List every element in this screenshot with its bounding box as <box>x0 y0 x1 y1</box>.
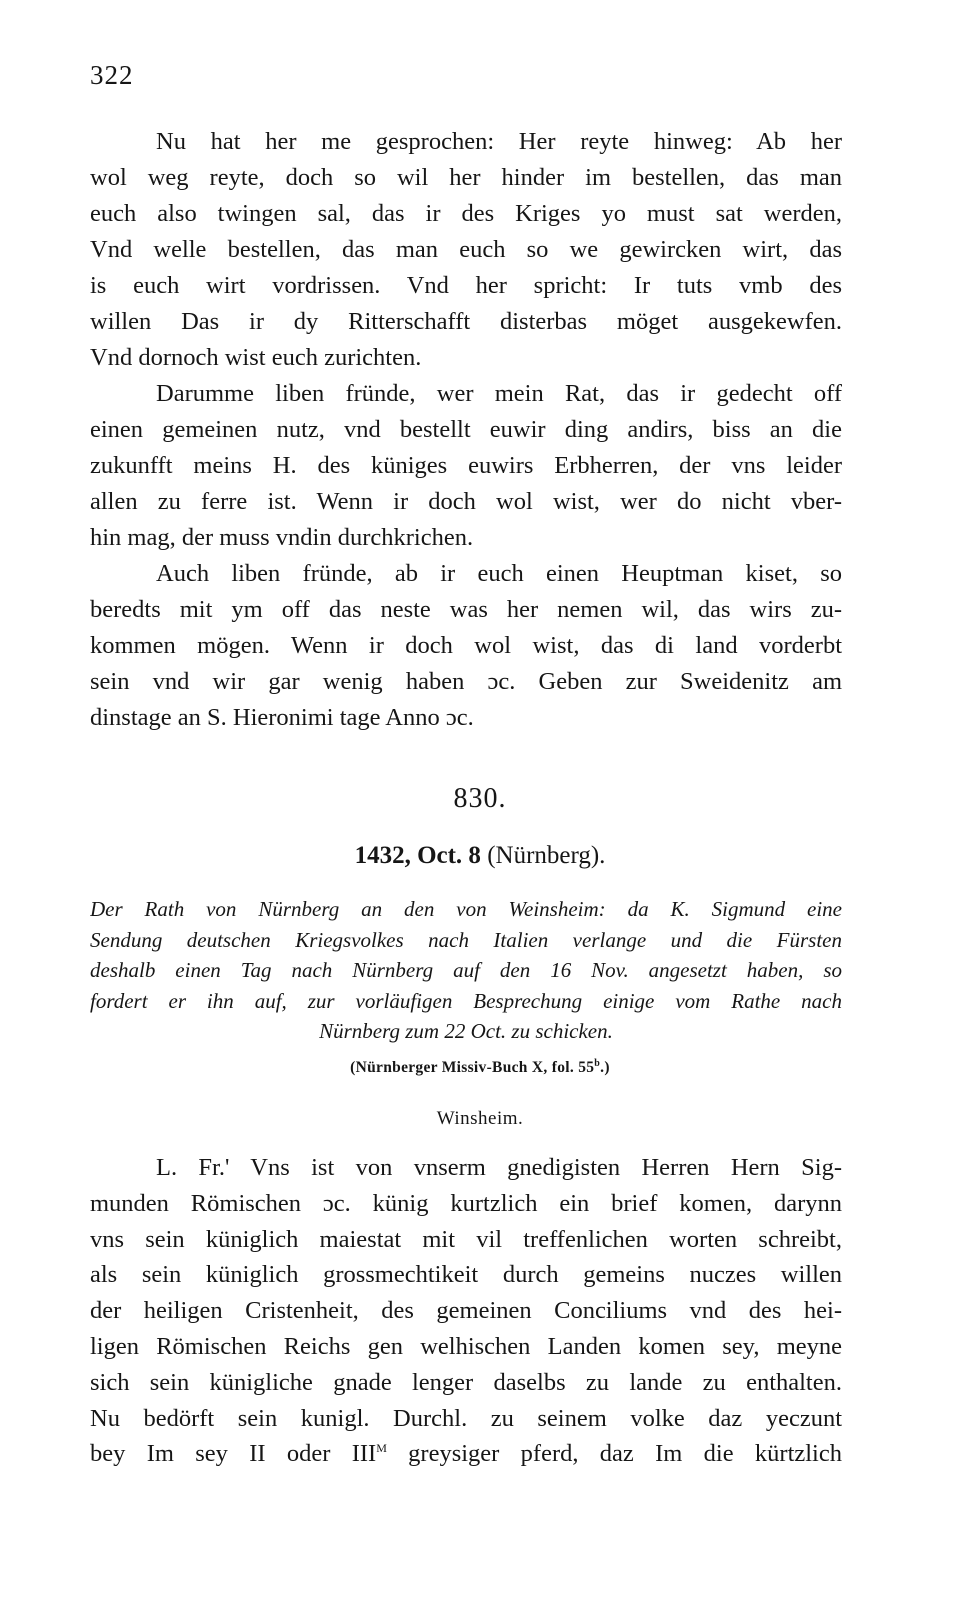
summary-line: Sendung deutschen Kriegsvolkes nach Italien verlange und die Fürsten <box>90 927 842 952</box>
text-line: zukunfft meins H. des küniges euwirs Erbherren, der vns leider <box>90 452 842 479</box>
line-end: greysiger pferd, daz Im die kürtzlich <box>386 1440 842 1468</box>
addressee: Winsheim. <box>436 1108 524 1129</box>
text-line: Vnd dornoch wist euch zurichten. <box>90 344 422 371</box>
text-line: L. Fr.' Vns ist von vnserm gnedigisten Herren Hern Sig- <box>156 1154 842 1181</box>
text-line: vns sein küniglich maiestat mit vil treffenlichen worten schreibt, <box>90 1225 842 1253</box>
document-date <box>0 842 960 870</box>
text-line: Auch liben fründe, ab ir euch einen Heuptman kiset, so <box>156 560 842 587</box>
document-summary <box>90 894 842 1047</box>
text-line: kommen mögen. Wenn ir doch wol wist, das di land vorderbt <box>90 632 842 659</box>
text-line: wol weg reyte, doch so wil her hinder im bestellen, das man <box>90 164 842 191</box>
text-line: is euch wirt vordrissen. Vnd her spricht: Ir tuts vmb des <box>90 272 842 299</box>
text-line: munden Römischen ɔc. künig kurtzlich ein brief komen, darynn <box>90 1189 842 1217</box>
text-line: allen zu ferre ist. Wenn ir doch wol wist, wer do nicht vber- <box>90 488 842 515</box>
continuation-text <box>90 124 842 736</box>
text-line: einen gemeinen nutz, vnd bestellt euwir ding andirs, biss an die <box>90 416 842 443</box>
text-line <box>90 1436 842 1472</box>
text-line: hin mag, der muss vndin durchkrichen. <box>90 524 474 551</box>
source-superscript: b <box>594 1058 601 1069</box>
summary-line: Der Rath von Nürnberg an den von Weinsheim: da K. Sigmund eine <box>90 897 842 921</box>
text-line: Nu bedörft sein kunigl. Durchl. zu seinem volke daz yeczunt <box>90 1404 842 1432</box>
letter-text <box>90 1150 842 1472</box>
date-place: (Nürnberg). <box>487 842 606 869</box>
text-line: der heiligen Cristenheit, des gemeinen Conciliums vnd des hei- <box>90 1297 842 1325</box>
text-line: ligen Römischen Reichs gen welhischen Landen komen sey, meyne <box>90 1332 842 1360</box>
source-close: .) <box>600 1059 610 1077</box>
source-citation <box>0 1058 960 1077</box>
line-superscript: M <box>376 1441 387 1456</box>
text-line: Darumme liben fründe, wer mein Rat, das ir gedecht off <box>156 380 842 407</box>
document-number: 830. <box>453 783 507 814</box>
summary-line: Nürnberg zum 22 Oct. zu schicken. <box>319 1019 613 1043</box>
summary-line: fordert er ihn auf, zur vorläufigen Besprechung einige vom Rathe nach <box>90 988 842 1013</box>
text-line: als sein küniglich grossmechtikeit durch gemeins nuczes willen <box>90 1261 842 1289</box>
source-text: (Nürnberger Missiv-Buch X, fol. 55 <box>350 1059 595 1077</box>
summary-line: deshalb einen Tag nach Nürnberg auf den 16 Nov. angesetzt haben, so <box>90 958 842 982</box>
text-line: Nu hat her me gesprochen: Her reyte hinweg: Ab her <box>156 128 842 155</box>
text-line: euch also twingen sal, das ir des Kriges yo must sat werden, <box>90 200 842 227</box>
page-number: 322 <box>90 60 134 90</box>
text-line: beredts mit ym off das neste was her nemen wil, das wirs zu- <box>90 596 842 623</box>
line-start: bey Im sey II oder III <box>90 1440 377 1468</box>
date-text: 1432, Oct. 8 <box>354 842 481 869</box>
text-line: dinstage an S. Hieronimi tage Anno ɔc. <box>90 704 474 731</box>
text-line: sein vnd wir gar wenig haben ɔc. Geben zur Sweidenitz am <box>90 668 842 695</box>
text-line: Vnd welle bestellen, das man euch so we gewircken wirt, das <box>90 236 842 263</box>
text-line: willen Das ir dy Ritterschafft disterbas möget ausgekewfen. <box>90 308 842 335</box>
text-line: sich sein künigliche gnade lenger daselbs zu lande zu enthalten. <box>90 1368 842 1396</box>
